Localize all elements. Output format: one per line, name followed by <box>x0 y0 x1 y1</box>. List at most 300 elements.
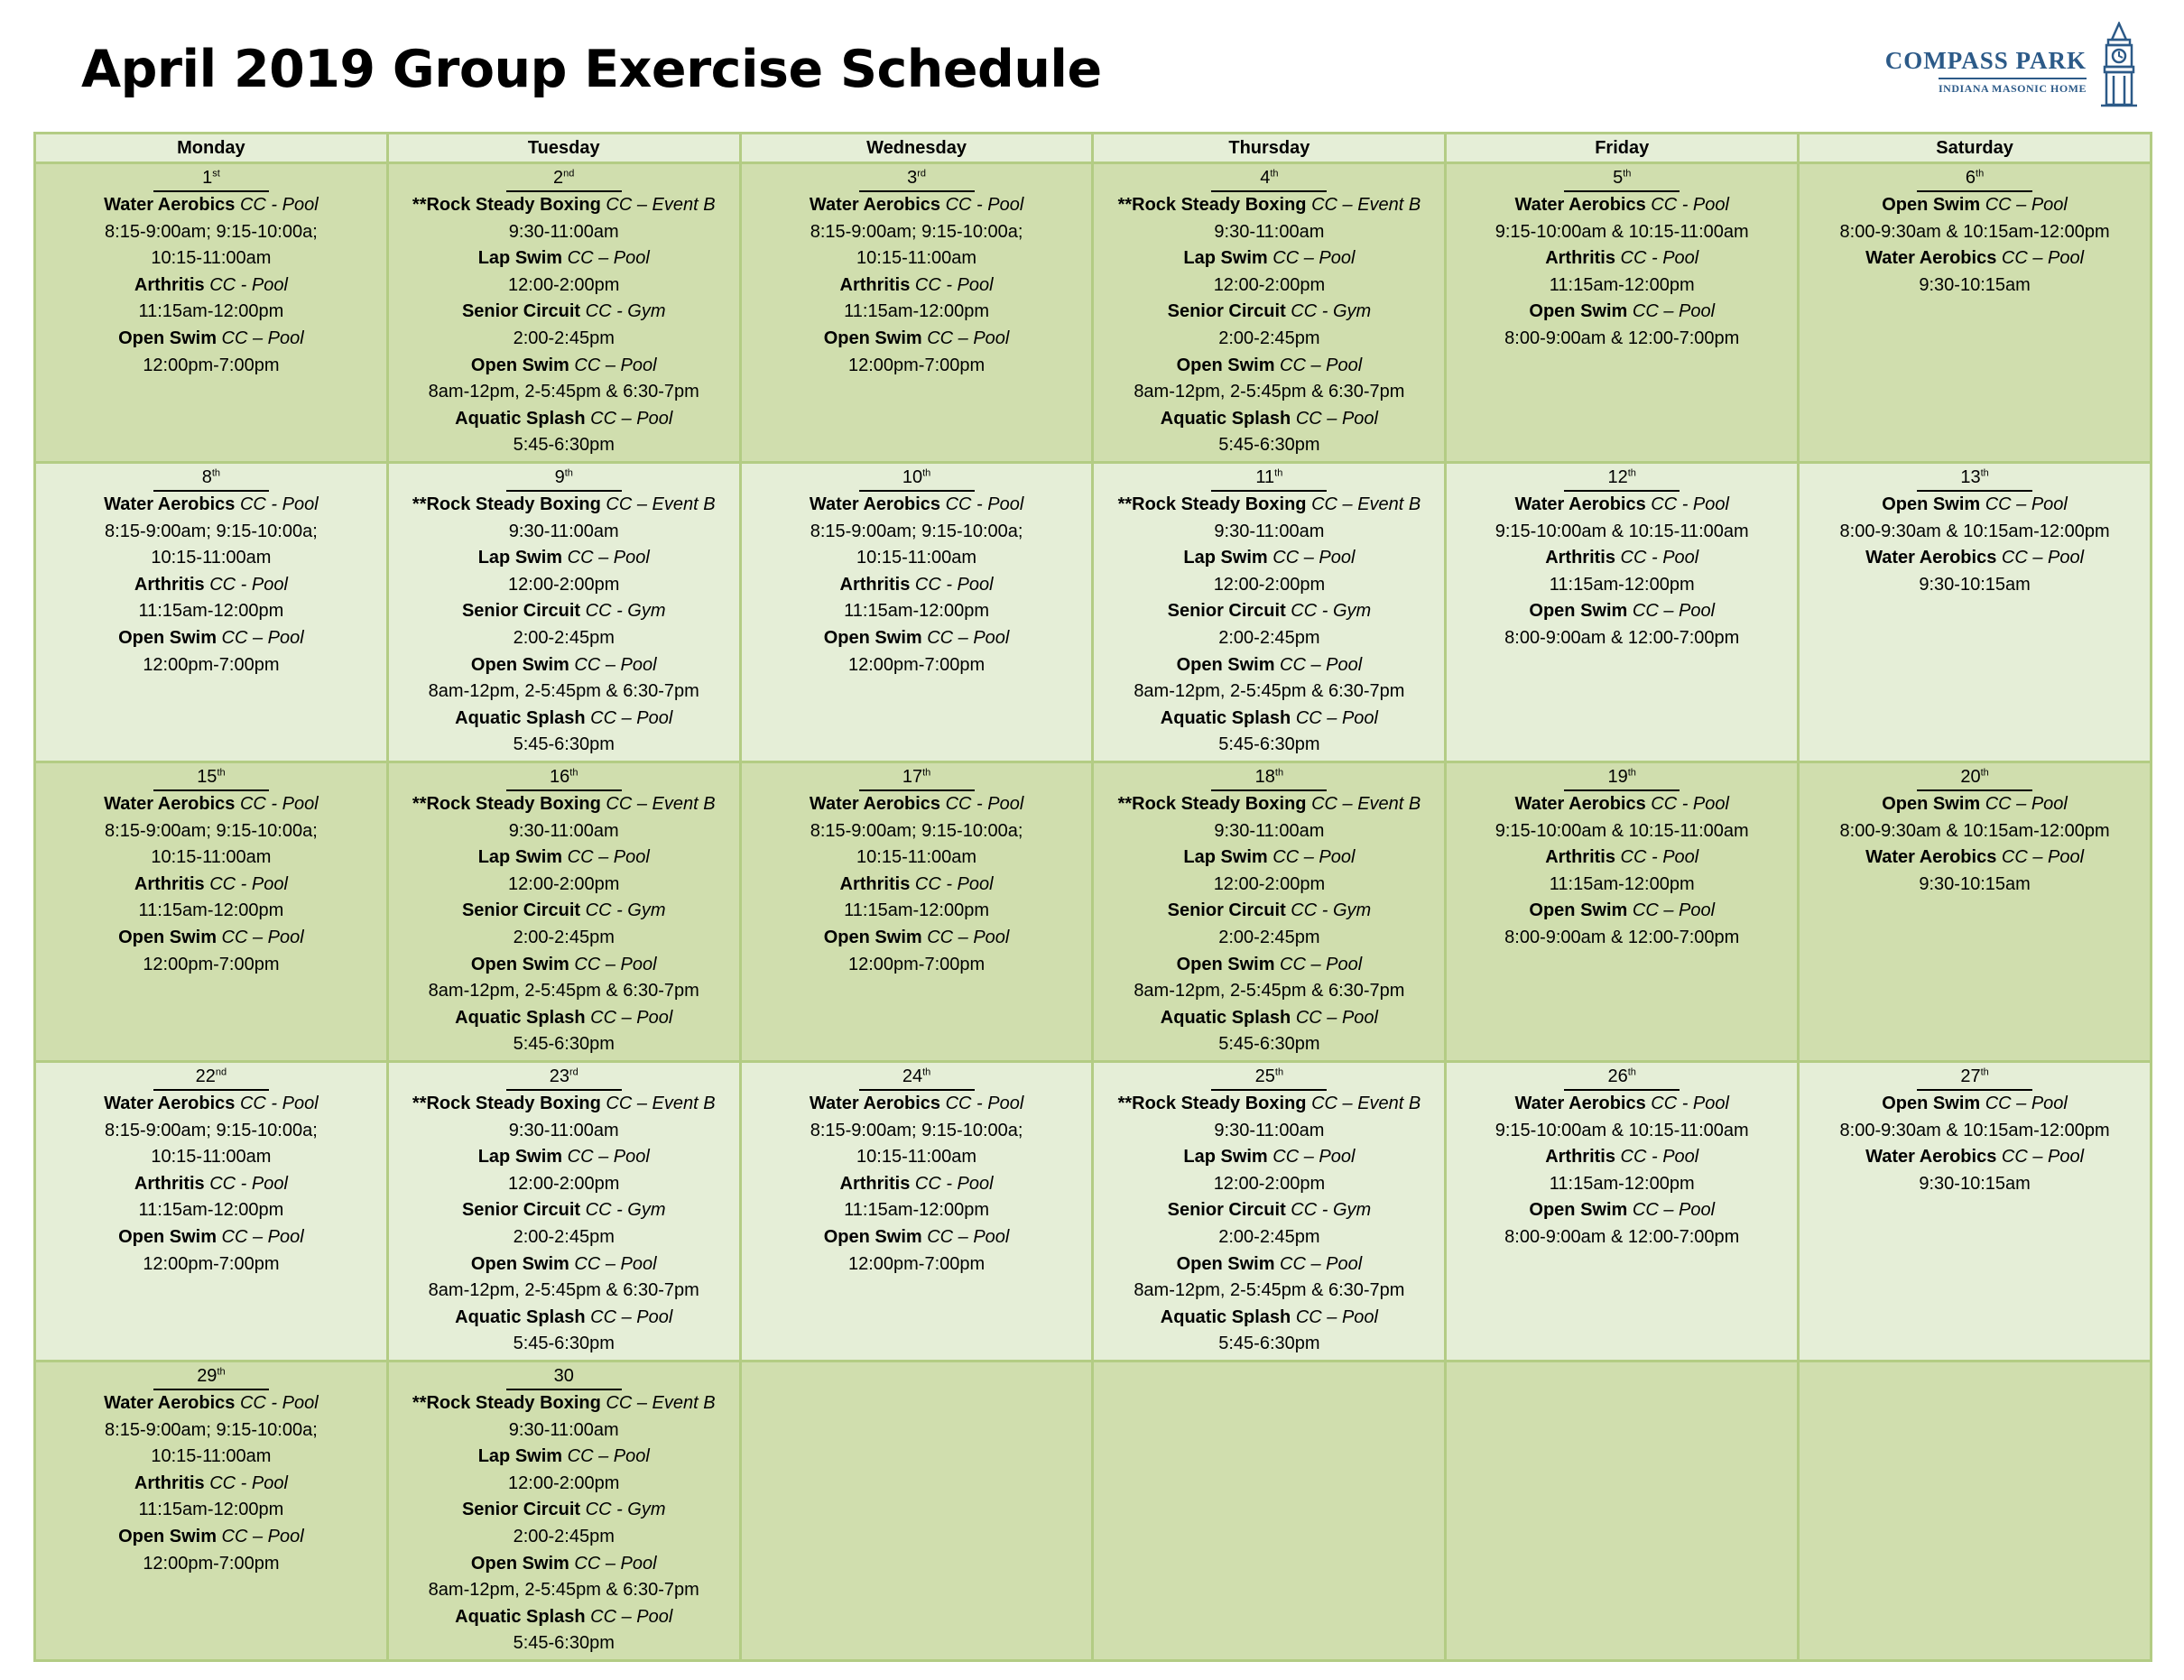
class-entry <box>1448 1144 1795 1171</box>
class-entry <box>1801 845 2148 872</box>
date-underline <box>1211 768 1327 791</box>
date-underline <box>859 169 975 192</box>
class-name: **Rock Steady Boxing <box>1117 494 1307 514</box>
day-cell <box>387 1062 740 1362</box>
schedule-body <box>35 163 2152 1661</box>
class-name: Lap Swim <box>1183 847 1268 868</box>
class-name: Water Aerobics <box>1514 494 1652 514</box>
class-location: CC – Event B <box>600 195 716 215</box>
class-location: CC - Pool <box>914 873 994 894</box>
class-location: CC – Pool <box>1627 301 1716 322</box>
empty-day-cell <box>1799 1362 2152 1661</box>
date-number <box>1255 767 1283 787</box>
class-location: CC – Pool <box>1291 1007 1378 1028</box>
date-suffix: th <box>1627 467 1636 479</box>
date-number <box>1960 467 1988 487</box>
class-location: CC - Pool <box>209 274 288 295</box>
class-location: CC – Pool <box>585 707 673 728</box>
week-row <box>35 1362 2152 1661</box>
class-time: 8:00-9:00am & 12:00-7:00pm <box>1504 927 1740 947</box>
empty-day-cell <box>1093 1362 1446 1661</box>
class-time: 12:00pm-7:00pm <box>143 355 280 375</box>
class-entry <box>1801 545 2148 572</box>
date-number <box>1613 168 1631 188</box>
date-value: 12 <box>1607 467 1628 487</box>
class-entry <box>1096 1144 1442 1171</box>
class-time: 9:30-11:00am <box>508 1120 619 1140</box>
class-time: 2:00-2:45pm <box>513 1526 615 1546</box>
class-location: CC - Gym <box>580 900 666 921</box>
class-time: 11:15am-12:00pm <box>844 601 989 622</box>
class-name: Open Swim <box>823 1226 922 1247</box>
class-entry <box>1448 545 1795 572</box>
class-location: CC – Pool <box>1267 847 1356 868</box>
date-value: 29 <box>197 1366 217 1386</box>
class-time: 5:45-6:30pm <box>513 435 615 456</box>
class-entry <box>1096 353 1442 380</box>
class-location: CC – Pool <box>585 1606 673 1627</box>
class-location: CC – Pool <box>1980 494 2068 514</box>
class-name: Water Aerobics <box>1865 548 1997 568</box>
date-number <box>197 1366 225 1386</box>
class-location: CC - Pool <box>945 1094 1024 1113</box>
class-entry <box>1801 245 2148 272</box>
class-entry <box>38 272 384 300</box>
class-name: Lap Swim <box>477 248 563 269</box>
day-cell <box>387 1362 740 1661</box>
day-cell <box>740 762 1093 1062</box>
class-time: 2:00-2:45pm <box>513 627 615 648</box>
date-underline <box>1564 468 1680 492</box>
class-name: Senior Circuit <box>461 301 581 322</box>
class-name: Arthritis <box>134 274 210 295</box>
class-name: Open Swim <box>1176 355 1275 375</box>
class-name: Aquatic Splash <box>1160 1306 1291 1327</box>
class-name: Open Swim <box>470 1253 569 1274</box>
class-location: CC – Pool <box>1274 954 1363 974</box>
date-underline <box>153 1367 269 1390</box>
date-suffix: th <box>922 467 931 479</box>
date-line <box>1801 764 2148 791</box>
date-number <box>550 767 578 787</box>
class-time: 8:00-9:30am & 10:15am-12:00pm <box>1839 521 2110 541</box>
date-number <box>555 467 573 487</box>
class-entry <box>391 1551 737 1578</box>
class-location: CC - Pool <box>1651 794 1729 814</box>
class-location: CC – Event B <box>1306 794 1421 814</box>
date-underline <box>506 468 622 492</box>
class-time: 9:30-10:15am <box>1919 873 2031 894</box>
class-location: CC – Pool <box>1274 355 1363 375</box>
class-time: 5:45-6:30pm <box>1218 1334 1320 1354</box>
class-name: Lap Swim <box>477 847 563 868</box>
date-underline <box>153 468 269 492</box>
class-location: CC – Pool <box>921 328 1010 348</box>
day-header-row <box>35 134 2152 163</box>
day-cell <box>387 163 740 463</box>
class-entry <box>744 925 1090 952</box>
class-location: CC - Pool <box>209 1173 288 1194</box>
class-time: 8am-12pm, 2-5:45pm & 6:30-7pm <box>428 1580 699 1601</box>
clock-tower-icon <box>2096 22 2142 108</box>
class-location: CC – Pool <box>1980 1094 2068 1113</box>
class-entry <box>1801 192 2148 219</box>
class-time: 9:15-10:00am & 10:15-11:00am <box>1495 221 1749 242</box>
class-name: Open Swim <box>1176 1253 1275 1274</box>
date-underline <box>153 169 269 192</box>
date-number <box>553 168 574 188</box>
class-entry <box>391 192 737 219</box>
class-time: 12:00pm-7:00pm <box>847 954 986 974</box>
class-location: CC – Event B <box>1306 494 1421 514</box>
date-line <box>1801 165 2148 192</box>
week-row <box>35 1062 2152 1362</box>
class-name: Arthritis <box>1545 548 1621 568</box>
class-entry <box>744 492 1090 519</box>
class-location: CC – Event B <box>600 1094 716 1113</box>
day-cell <box>387 762 740 1062</box>
date-value: 19 <box>1607 767 1628 787</box>
class-time: 12:00pm-7:00pm <box>143 654 280 675</box>
date-underline <box>1917 1067 2032 1091</box>
class-time: 9:30-11:00am <box>1214 820 1325 841</box>
class-name: Arthritis <box>134 574 210 595</box>
class-entry <box>391 1305 737 1332</box>
day-cell <box>35 463 388 762</box>
class-name: Water Aerobics <box>1865 847 1997 868</box>
class-entry <box>38 791 384 818</box>
date-number <box>196 1066 227 1086</box>
date-suffix: nd <box>215 1066 227 1078</box>
class-location: CC – Pool <box>1291 408 1378 429</box>
class-time: 11:15am-12:00pm <box>1549 873 1695 894</box>
date-value: 2 <box>553 168 564 188</box>
date-line <box>391 465 737 492</box>
class-name: Water Aerobics <box>104 195 240 215</box>
class-entry <box>38 1091 384 1118</box>
class-location: CC – Event B <box>600 794 716 814</box>
class-name: **Rock Steady Boxing <box>412 794 601 814</box>
date-line <box>1801 1064 2148 1091</box>
class-entry <box>391 952 737 979</box>
date-underline <box>1211 1067 1327 1091</box>
date-suffix: th <box>1270 168 1279 180</box>
class-entry <box>391 598 737 625</box>
class-location: CC - Pool <box>914 274 994 295</box>
class-name: Water Aerobics <box>809 494 946 514</box>
class-name: Senior Circuit <box>461 1500 581 1520</box>
class-location: CC – Event B <box>1306 1094 1421 1113</box>
class-entry <box>1096 652 1442 679</box>
class-time: 8:00-9:30am & 10:15am-12:00pm <box>1839 1120 2110 1140</box>
class-name: Water Aerobics <box>104 794 240 814</box>
day-cell <box>1799 463 2152 762</box>
class-time: 2:00-2:45pm <box>1218 627 1320 648</box>
class-entry <box>744 572 1090 599</box>
day-cell <box>1093 1062 1446 1362</box>
class-entry <box>744 1224 1090 1251</box>
date-suffix: nd <box>563 168 575 180</box>
class-entry <box>1096 845 1442 872</box>
class-name: Open Swim <box>1529 1200 1628 1221</box>
class-name: Open Swim <box>1529 601 1628 622</box>
page-title: April 2019 Group Exercise Schedule <box>81 40 1102 99</box>
week-row <box>35 463 2152 762</box>
class-time: 2:00-2:45pm <box>1218 1226 1320 1247</box>
class-location: CC – Pool <box>1996 847 2085 868</box>
class-entry <box>1096 1197 1442 1224</box>
date-value: 16 <box>550 767 570 787</box>
class-name: Open Swim <box>1882 1094 1981 1113</box>
class-entry <box>38 925 384 952</box>
date-suffix: th <box>569 767 578 779</box>
class-name: Senior Circuit <box>1167 1200 1286 1221</box>
class-entry <box>1096 898 1442 925</box>
date-line <box>1096 764 1442 791</box>
date-value: 10 <box>902 467 923 487</box>
date-suffix: th <box>1627 767 1636 779</box>
class-entry <box>1448 898 1795 925</box>
class-time: 9:30-10:15am <box>1919 274 2031 295</box>
class-name: Lap Swim <box>477 1147 563 1168</box>
date-line <box>38 1363 384 1390</box>
class-time: 12:00-2:00pm <box>508 873 620 894</box>
class-time: 9:30-11:00am <box>1214 521 1325 541</box>
date-value: 25 <box>1254 1066 1275 1086</box>
class-entry <box>38 625 384 652</box>
date-underline <box>1564 169 1680 192</box>
day-cell <box>1799 163 2152 463</box>
class-entry <box>744 192 1090 219</box>
class-location: CC – Pool <box>562 1446 650 1467</box>
class-location: CC – Pool <box>1267 248 1356 269</box>
date-number <box>1260 168 1278 188</box>
class-location: CC – Pool <box>921 1226 1010 1247</box>
date-suffix: rd <box>917 168 927 180</box>
class-location: CC – Pool <box>569 954 657 974</box>
class-entry <box>391 353 737 380</box>
date-line <box>391 1064 737 1091</box>
class-name: Senior Circuit <box>1167 301 1286 322</box>
date-underline <box>1211 169 1327 192</box>
day-header: Monday <box>35 134 388 163</box>
class-entry <box>38 572 384 599</box>
class-location: CC - Gym <box>580 1200 666 1221</box>
class-entry <box>1801 1144 2148 1171</box>
class-location: CC – Pool <box>569 1253 657 1274</box>
date-line <box>38 165 384 192</box>
day-cell <box>740 1062 1093 1362</box>
class-time: 5:45-6:30pm <box>513 1034 615 1055</box>
class-entry <box>391 1604 737 1631</box>
class-name: Arthritis <box>1545 847 1621 868</box>
class-entry <box>391 1444 737 1471</box>
class-time: 2:00-2:45pm <box>1218 927 1320 947</box>
class-entry <box>1448 245 1795 272</box>
class-name: Senior Circuit <box>1167 900 1286 921</box>
date-value: 8 <box>201 467 212 487</box>
class-entry <box>1096 299 1442 326</box>
date-value: 26 <box>1607 1066 1628 1086</box>
class-location: CC – Pool <box>1267 1147 1356 1168</box>
class-time: 11:15am-12:00pm <box>138 301 284 322</box>
class-name: Lap Swim <box>477 548 563 568</box>
class-location: CC - Pool <box>1620 1147 1699 1168</box>
class-entry <box>1096 952 1442 979</box>
date-underline <box>1564 768 1680 791</box>
logo-name: COMPASS PARK <box>1884 47 2087 74</box>
class-name: Open Swim <box>118 1226 217 1247</box>
class-location: CC - Gym <box>1285 301 1372 322</box>
class-time: 11:15am-12:00pm <box>1549 574 1695 595</box>
date-line <box>38 1064 384 1091</box>
class-location: CC - Pool <box>209 1472 288 1493</box>
class-location: CC – Pool <box>1627 1200 1716 1221</box>
class-time: 8:00-9:00am & 12:00-7:00pm <box>1504 1226 1740 1247</box>
class-time: 12:00-2:00pm <box>508 274 620 295</box>
class-time: 8am-12pm, 2-5:45pm & 6:30-7pm <box>1134 681 1405 702</box>
class-location: CC – Pool <box>1291 707 1378 728</box>
class-name: Water Aerobics <box>1514 195 1652 215</box>
class-entry <box>38 1471 384 1498</box>
class-time: 9:30-11:00am <box>508 820 619 841</box>
class-time: 5:45-6:30pm <box>1218 435 1320 456</box>
class-entry <box>1448 492 1795 519</box>
class-entry <box>391 299 737 326</box>
date-suffix: th <box>1980 767 1989 779</box>
date-value: 13 <box>1960 467 1981 487</box>
class-location: CC – Pool <box>569 1553 657 1574</box>
class-time: 10:15-11:00am <box>856 847 977 868</box>
class-time: 8:15-9:00am; 9:15-10:00a; <box>810 221 1023 242</box>
class-location: CC - Pool <box>239 494 319 514</box>
class-time: 12:00pm-7:00pm <box>847 654 986 675</box>
day-cell <box>1446 762 1799 1062</box>
class-entry <box>38 192 384 219</box>
class-name: Lap Swim <box>1183 548 1268 568</box>
day-cell <box>35 1362 388 1661</box>
class-location: CC - Gym <box>580 601 666 622</box>
date-line <box>744 1064 1090 1091</box>
class-name: Open Swim <box>470 954 569 974</box>
class-entry <box>1448 192 1795 219</box>
class-name: Aquatic Splash <box>1160 707 1291 728</box>
date-suffix: st <box>212 168 220 180</box>
date-underline <box>506 768 622 791</box>
date-underline <box>506 169 622 192</box>
class-time: 8am-12pm, 2-5:45pm & 6:30-7pm <box>1134 1280 1405 1301</box>
date-suffix: th <box>217 1366 226 1378</box>
class-name: Aquatic Splash <box>455 707 586 728</box>
class-time: 9:30-11:00am <box>508 1419 619 1440</box>
date-line <box>1096 1064 1442 1091</box>
class-time: 10:15-11:00am <box>151 847 272 868</box>
day-cell <box>740 163 1093 463</box>
date-line <box>391 1363 737 1390</box>
class-entry <box>391 652 737 679</box>
date-value: 6 <box>1965 168 1976 188</box>
class-location: CC - Pool <box>945 494 1024 514</box>
class-location: CC – Pool <box>1267 548 1356 568</box>
class-entry <box>38 326 384 353</box>
date-value: 27 <box>1960 1066 1981 1086</box>
class-name: Senior Circuit <box>461 601 581 622</box>
date-value: 5 <box>1613 168 1624 188</box>
date-line <box>1448 465 1795 492</box>
class-name: Arthritis <box>1545 1147 1621 1168</box>
day-cell <box>740 463 1093 762</box>
class-time: 8:00-9:00am & 12:00-7:00pm <box>1504 627 1740 648</box>
class-time: 10:15-11:00am <box>856 248 977 269</box>
class-name: **Rock Steady Boxing <box>1117 1094 1307 1113</box>
class-entry <box>744 791 1090 818</box>
class-time: 8:15-9:00am; 9:15-10:00a; <box>105 820 318 841</box>
class-name: Arthritis <box>839 574 915 595</box>
class-name: Water Aerobics <box>104 494 240 514</box>
class-location: CC - Pool <box>914 574 994 595</box>
date-number <box>902 1066 930 1086</box>
date-number <box>1255 1066 1283 1086</box>
day-cell <box>1446 1062 1799 1362</box>
class-time: 11:15am-12:00pm <box>138 900 284 921</box>
date-number <box>550 1066 578 1086</box>
class-name: Open Swim <box>1176 654 1275 675</box>
class-name: Water Aerobics <box>1514 794 1652 814</box>
date-underline <box>1917 468 2032 492</box>
class-entry <box>38 872 384 899</box>
date-suffix: th <box>211 467 221 479</box>
class-time: 12:00pm-7:00pm <box>143 1553 280 1574</box>
class-entry <box>1096 791 1442 818</box>
class-name: Water Aerobics <box>809 794 946 814</box>
class-name: Aquatic Splash <box>455 408 586 429</box>
class-location: CC – Event B <box>600 1393 716 1413</box>
class-location: CC - Pool <box>239 1094 319 1113</box>
class-location: CC - Pool <box>945 195 1024 215</box>
class-time: 8:15-9:00am; 9:15-10:00a; <box>105 521 318 541</box>
class-name: **Rock Steady Boxing <box>1117 195 1307 215</box>
class-entry <box>1448 845 1795 872</box>
class-name: Water Aerobics <box>104 1094 240 1113</box>
date-number <box>1608 467 1636 487</box>
class-location: CC – Pool <box>921 627 1010 648</box>
day-cell <box>1799 762 2152 1062</box>
class-name: Arthritis <box>839 1173 915 1194</box>
day-cell <box>1093 463 1446 762</box>
date-line <box>391 165 737 192</box>
date-value: 9 <box>554 467 565 487</box>
class-entry <box>1096 245 1442 272</box>
class-location: CC – Pool <box>1980 794 2068 814</box>
class-time: 9:30-10:15am <box>1919 574 2031 595</box>
class-location: CC - Pool <box>945 794 1024 814</box>
class-name: Water Aerobics <box>1514 1094 1652 1113</box>
class-time: 9:30-11:00am <box>1214 221 1325 242</box>
class-entry <box>391 1144 737 1171</box>
date-line <box>744 764 1090 791</box>
class-time: 11:15am-12:00pm <box>1549 1173 1695 1194</box>
class-entry <box>391 1197 737 1224</box>
class-time: 10:15-11:00am <box>856 548 977 568</box>
class-location: CC – Pool <box>217 1226 304 1247</box>
date-suffix: th <box>1980 467 1989 479</box>
date-value: 22 <box>195 1066 216 1086</box>
class-time: 9:15-10:00am & 10:15-11:00am <box>1495 1120 1749 1140</box>
day-cell <box>1799 1062 2152 1362</box>
class-entry <box>1096 706 1442 733</box>
date-underline <box>1917 768 2032 791</box>
class-location: CC – Pool <box>217 328 304 348</box>
